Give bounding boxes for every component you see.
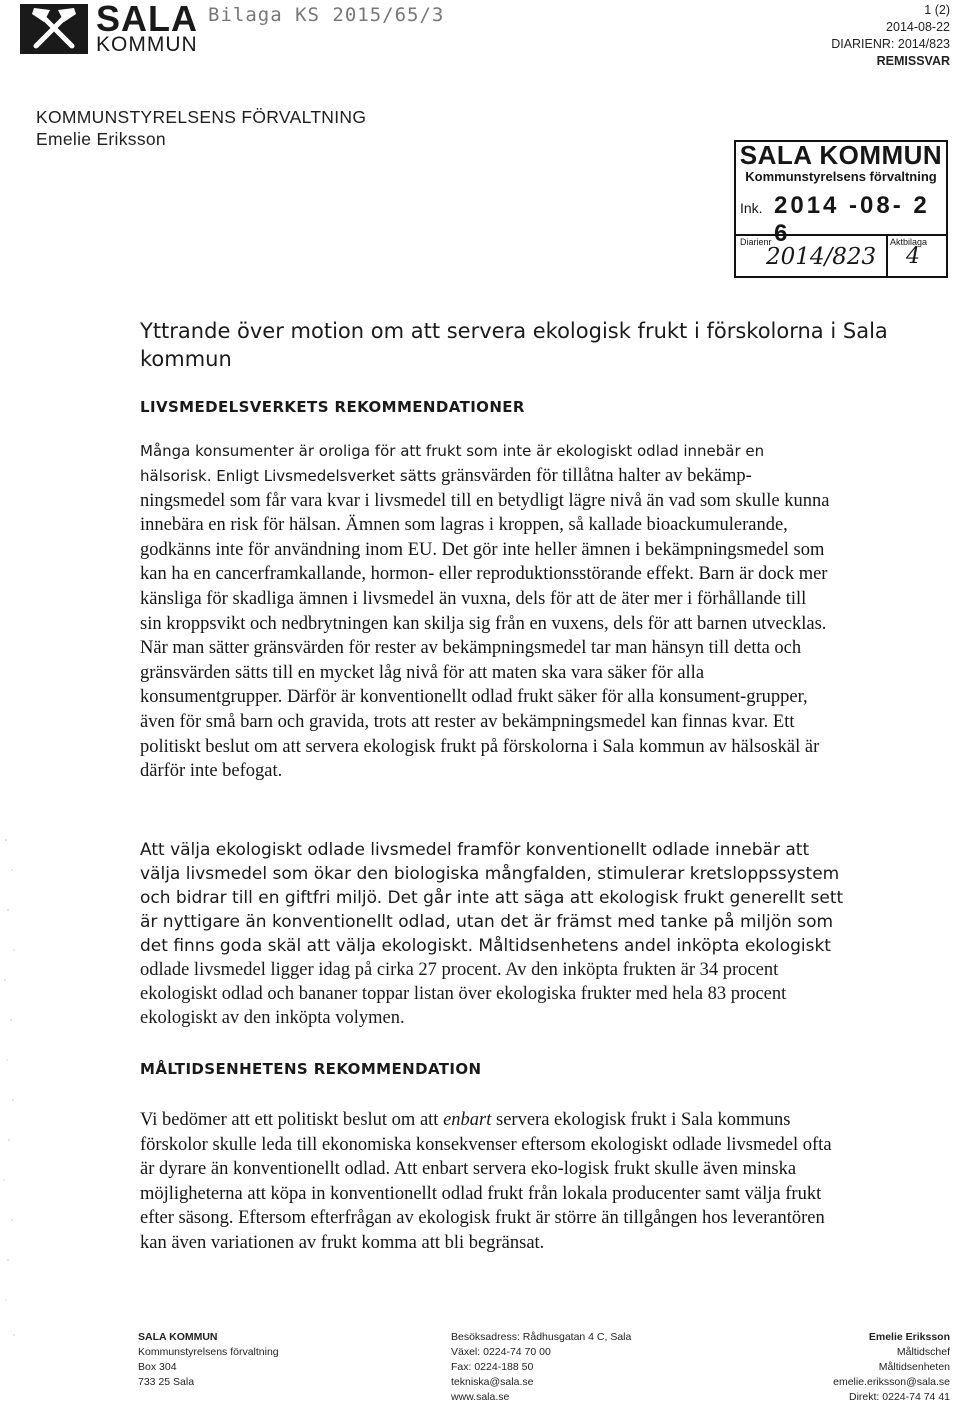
stamp-sub: Kommunstyrelsens förvaltning <box>745 169 937 184</box>
stamp-ink-date: 2014 -08- 2 6 <box>774 192 930 247</box>
stamp-divider <box>736 234 946 236</box>
page-number: 1 (2) <box>924 3 950 17</box>
paragraph-lead-2: Enligt Livsmedelsverket sätts <box>211 467 437 485</box>
paragraph-rec-b: servera ekologisk frukt i Sala kommuns förskolor skulle leda till ekonomiska konsekvenser eftersom ekologiskt odlade livsmedel ofta är dyrare än konventionellt odlad. Att enbart servera eko-logisk frukt skulle även minska möjligheterna att köpa in konventionellt odlad frukt från lokala producenter samt välja frukt efter säsong. Eftersom efterfrågan av ekologisk frukt är större än tillgången hos leverantören kan även variationen av frukt komma att bli begränsat. <box>140 1110 832 1253</box>
footer-person-title: Måltidschef <box>896 1346 950 1358</box>
sala-logo-emblem <box>20 4 88 54</box>
paragraph-livsmedelsverket <box>140 464 830 784</box>
department-name: KOMMUNSTYRELSENS FÖRVALTNING <box>36 107 367 127</box>
footer-postal: 733 25 Sala <box>138 1376 195 1388</box>
paragraph-rec-a: Vi bedömer att ett politiskt beslut om att <box>140 1110 444 1130</box>
paragraph-ecological <box>140 838 850 1030</box>
section-heading-maltidsenheten: MÅLTIDSENHETENS REKOMMENDATION <box>140 1060 482 1078</box>
stamp-diarienr-value: 2014/823 <box>766 244 877 270</box>
footer-person-phone: Direkt: 0224-74 74 41 <box>849 1391 950 1403</box>
paragraph-intro: Många konsumenter är oroliga för att frukt som inte är ekologiskt odlad innebär en <box>140 442 765 460</box>
stamp-diarienr-label: Diarienr <box>740 237 772 247</box>
footer-person-name: Emelie Eriksson <box>868 1331 950 1343</box>
footer-visit: Besöksadress: Rådhusgatan 4 C, Sala <box>451 1331 632 1343</box>
footer-person-email: emelie.eriksson@sala.se <box>833 1376 950 1388</box>
document-type: REMISSVAR <box>876 54 950 68</box>
diarienr: DIARIENR: 2014/823 <box>831 37 950 51</box>
stamp-ink-label: Ink. <box>740 200 763 216</box>
footer-email: tekniska@sala.se <box>451 1376 534 1388</box>
footer-contact <box>451 1330 631 1405</box>
stamp-aktbilaga-value: 4 <box>906 244 920 269</box>
attachment-stamp: Bilaga KS 2015/65/3 <box>208 4 445 26</box>
footer-box: Box 304 <box>138 1361 177 1373</box>
scan-speckle <box>0 830 22 1350</box>
crossed-hammers-icon <box>20 4 88 54</box>
footer-address <box>138 1330 279 1390</box>
section-heading-livsmedelsverket: LIVSMEDELSVERKETS REKOMMENDATIONER <box>140 398 525 416</box>
paragraph-rec-emphasis: enbart <box>443 1110 492 1130</box>
paragraph-ecological-serif: odlade livsmedel ligger idag på cirka 27 procent. Av den inköpta frukten är 34 procent ekologiskt odlad och bananer toppar listan över ekologiska frukter med hela 83 procent ekologiskt av den inköpta volymen. <box>140 960 787 1028</box>
stamp-org: SALA KOMMUN <box>739 140 943 170</box>
paragraph-recommendation <box>140 1108 840 1256</box>
footer-fax: Fax: 0224-188 50 <box>451 1361 534 1373</box>
footer-website: www.sala.se <box>451 1391 510 1403</box>
author-name: Emelie Eriksson <box>36 129 166 149</box>
footer-person-unit: Måltidsenheten <box>878 1361 950 1373</box>
footer-person <box>833 1330 950 1405</box>
document-title: Yttrande över motion om att servera ekologisk frukt i förskolorna i Sala kommun <box>140 319 888 371</box>
logo-wordmark: SALA <box>96 0 198 39</box>
footer-switchboard: Växel: 0224-74 70 00 <box>451 1346 551 1358</box>
stamp-vdivider <box>886 234 888 276</box>
paragraph-ecological-sans: Att välja ekologiskt odlade livsmedel framför konventionellt odlade innebär att välja livsmedel som ökar den biologiska mångfalden, stimulerar kretsloppssystem och bidrar till en giftfri miljö. Det går inte att säga att ekologisk frukt generellt sett är nyttigare än konventionellt odlad, utan det är främst med tanke på miljön som det finns goda skäl att välja ekologiskt. Måltidsenhetens andel inköpta ekologiskt <box>140 840 844 956</box>
received-stamp <box>734 140 948 278</box>
stamp-aktbilaga-label: Aktbilaga <box>890 237 928 247</box>
document-date: 2014-08-22 <box>886 20 950 34</box>
footer-dept: Kommunstyrelsens förvaltning <box>138 1346 279 1358</box>
paragraph-body: gränsvärden för tillåtna halter av bekämp-ningsmedel som får vara kvar i livsmedel till en betydligt lägre nivå än vad som skulle kunna innebära en risk för hälsan. Ämnen som lagras i kroppen, så kallade bioackumulerande, godkänns inte för användning inom EU. Det gör inte heller ämnen i bekämpningsmedel som kan ha en cancerframkallande, hormon- eller reproduktionsstörande effekt. Barn är dock mer känsliga för skadliga ämnen i livsmedel än vuxna, dels för att de äter mer i förhållande till sin kroppsvikt och nedbrytningen kan skilja sig från en vuxens, dels för att barnen utvecklas. När man sätter gränsvärden för rester av bekämpningsmedel tar man hänsyn till detta och gränsvärden sätts till en mycket låg nivå för att maten ska vara säker för alla konsumentgrupper. Därför är konventionellt odlad frukt säker för alla konsument-grupper, även för små barn och gravida, trots att rester av bekämpningsmedel kan finnas kvar. Ett politiskt beslut om att servera ekologisk frukt på förskolorna i Sala kommun av hälsoskäl är därför inte befogat. <box>140 466 830 782</box>
paragraph-lead: hälsorisk. <box>140 467 212 485</box>
department-block <box>36 106 366 150</box>
footer-org: SALA KOMMUN <box>138 1331 218 1343</box>
header-meta <box>831 2 950 70</box>
logo-subtitle: KOMMUN <box>96 33 198 56</box>
